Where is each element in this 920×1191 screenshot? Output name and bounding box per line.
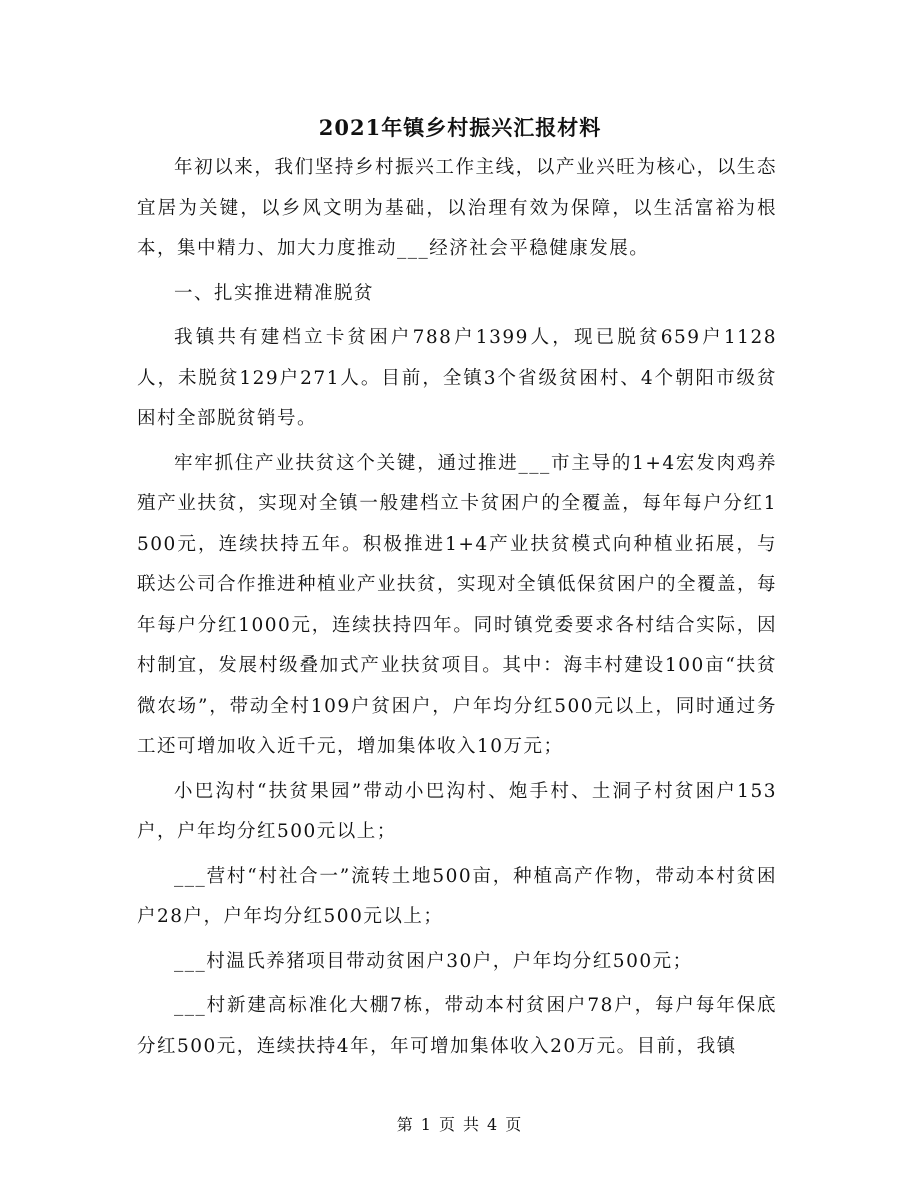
paragraph-orchard: 小巴沟村“扶贫果园”带动小巴沟村、炮手村、土洞子村贫困户153户，户年均分红500元以上； — [137, 780, 777, 842]
footer-label-di: 第 — [396, 1115, 415, 1134]
page-footer — [0, 1112, 920, 1135]
paragraph-village-cooperative: ___营村“村社合一”流转土地500亩，种植高产作物，带动本村贫困户28户，户年均分红500元以上； — [137, 865, 777, 927]
document-title: 2021年镇乡村振兴汇报材料 — [318, 115, 602, 140]
footer-page-total: 4 — [487, 1115, 500, 1134]
paragraph-pig-farming: ___村温氏养猪项目带动贫困户30户，户年均分红500元； — [174, 950, 693, 972]
paragraph-industry-poverty: 牢牢抓住产业扶贫这个关键，通过推进___市主导的1+4宏发肉鸡养殖产业扶贫，实现对全镇一般建档立卡贫困户的全覆盖，每年每户分红1500元，连续扶持五年。积极推进1+4产业扶贫模式向种植业拓展，与联达公司合作推进种植业产业扶贫，实现对全镇低保贫困户的全覆盖，每年每户分红1000元，连续扶持四年。同时镇党委要求各村结合实际，因村制宜，发展村级叠加式产业扶贫项目。其中：海丰村建设100亩“扶贫微农场”，带动全村109户贫困户，户年均分红500元以上，同时通过务工还可增加收入近千元，增加集体收入10万元； — [137, 452, 778, 757]
footer-label-ye: 页 — [438, 1115, 457, 1134]
paragraph-intro: 年初以来，我们坚持乡村振兴工作主线，以产业兴旺为核心，以生态宜居为关键，以乡风文明为基础，以治理有效为保障，以生活富裕为根本，集中精力、加大力度推动___经济社会平稳健康发展。 — [137, 157, 777, 259]
footer-page-current: 1 — [420, 1115, 433, 1134]
paragraph-poverty-stats: 我镇共有建档立卡贫困户788户1399人，现已脱贫659户1128人，未脱贫129户271人。目前，全镇3个省级贫困村、4个朝阳市级贫困村全部脱贫销号。 — [137, 327, 777, 429]
section-heading-1: 一、扎实推进精准脱贫 — [174, 282, 375, 304]
paragraph-greenhouse: ___村新建高标准化大棚7栋，带动本村贫困户78户，每户每年保底分红500元，连续扶持4年，年可增加集体收入20万元。目前，我镇 — [137, 995, 777, 1057]
document-body — [137, 148, 777, 1067]
footer-label-gong: 共 — [463, 1115, 482, 1134]
footer-label-ye-2: 页 — [505, 1115, 524, 1134]
